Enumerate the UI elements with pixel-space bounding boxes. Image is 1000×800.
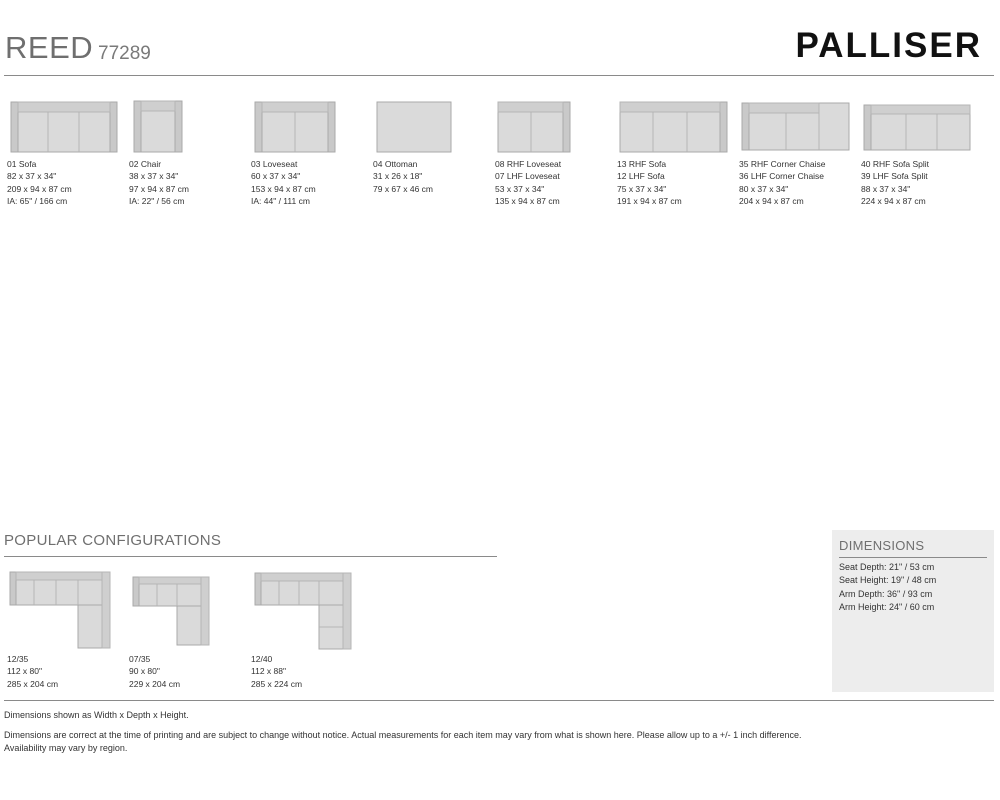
config-dims-in: 112 x 88" [251,666,286,677]
piece-dims-in: 80 x 37 x 34" [739,183,789,194]
piece-name: 08 RHF Loveseat [495,159,562,169]
chair-image [129,100,249,156]
piece-rhf-sofa [617,100,737,207]
piece-name: 02 Chair [129,159,162,169]
footer-divider [4,700,994,701]
disclaimer: Dimensions are correct at the time of printing and are subject to change without notice. Actual measurements for each item may vary from what is shown here. Please allow up to a +/- 1 inch difference. [4,730,802,740]
piece-dims-in: 82 x 37 x 34" [7,171,57,182]
seat-height: Seat Height: 19" / 48 cm [839,575,937,586]
piece-inside-arm: IA: 22" / 56 cm [129,195,185,206]
piece-dims-in: 38 x 37 x 34" [129,171,179,182]
piece-name: 04 Ottoman [373,159,418,169]
sofa-image [7,100,127,156]
configurations-heading: POPULAR CONFIGURATIONS [4,532,222,549]
piece-inside-arm: IA: 65" / 166 cm [7,195,68,206]
piece-dims-in: 31 x 26 x 18" [373,171,423,182]
piece-name-alt: 36 LHF Corner Chaise [739,171,825,182]
config-dims-cm: 229 x 204 cm [129,678,181,689]
piece-rhf-loveseat [495,100,615,207]
rhf-sofa-image [617,100,737,156]
piece-name: 01 Sofa [7,159,37,169]
arm-height: Arm Height: 24" / 60 cm [839,601,935,612]
config-code: 12/40 [251,654,273,664]
config-12-35-image [8,570,112,650]
ottoman-image [373,100,493,156]
config-dims-in: 112 x 80" [7,666,42,677]
config-12-35 [7,653,127,690]
piece-name-alt: 12 LHF Sofa [617,171,665,182]
rhf-loveseat-image [495,100,615,156]
config-code: 07/35 [129,654,151,664]
brand-logo: PALLISER [795,26,982,65]
piece-chair [129,100,249,207]
config-dims-in: 90 x 80" [129,666,160,677]
piece-name: 35 RHF Corner Chaise [739,159,826,169]
loveseat-image [251,100,371,156]
dimensions-heading: DIMENSIONS [839,538,925,553]
piece-dims-in: 75 x 37 x 34" [617,183,667,194]
piece-dims-cm: 97 x 94 x 87 cm [129,183,190,194]
piece-rhf-corner-chaise [739,100,859,207]
model-number: 77289 [98,43,151,64]
config-12-40-image [253,571,353,651]
piece-dims-cm: 224 x 94 x 87 cm [861,195,926,206]
piece-dims-cm: 135 x 94 x 87 cm [495,195,560,206]
piece-dims-cm: 79 x 67 x 46 cm [373,183,434,194]
piece-dims-cm: 209 x 94 x 87 cm [7,183,72,194]
piece-sofa [7,100,127,207]
config-code: 12/35 [7,654,29,664]
piece-ottoman [373,100,493,195]
piece-dims-cm: 191 x 94 x 87 cm [617,195,682,206]
piece-name: 13 RHF Sofa [617,159,667,169]
product-title: REED [5,30,94,65]
piece-name: 03 Loveseat [251,159,298,169]
piece-dims-cm: 153 x 94 x 87 cm [251,183,316,194]
config-07-35 [129,653,249,690]
dimensions-note: Dimensions shown as Width x Depth x Height. [4,710,189,720]
configurations-divider [4,556,497,557]
piece-dims-in: 88 x 37 x 34" [861,183,911,194]
rhf-corner-chaise-image [739,100,859,156]
piece-dims-cm: 204 x 94 x 87 cm [739,195,804,206]
dimensions-list [839,561,936,614]
piece-name: 40 RHF Sofa Split [861,159,930,169]
piece-dims-in: 53 x 37 x 34" [495,183,545,194]
piece-loveseat [251,100,371,207]
piece-inside-arm: IA: 44" / 111 cm [251,195,310,206]
seat-depth: Seat Depth: 21" / 53 cm [839,562,935,572]
rhf-sofa-split-image [861,100,981,156]
piece-rhf-sofa-split [861,100,981,207]
dimensions-divider [839,557,987,558]
header-divider [4,75,994,76]
config-12-40 [251,653,371,690]
piece-name-alt: 39 LHF Sofa Split [861,171,928,182]
config-dims-cm: 285 x 204 cm [7,678,59,689]
config-07-35-image [131,575,211,647]
availability-note: Availability may vary by region. [4,743,128,753]
piece-dims-in: 60 x 37 x 34" [251,171,301,182]
piece-name-alt: 07 LHF Loveseat [495,171,560,182]
config-dims-cm: 285 x 224 cm [251,678,303,689]
arm-depth: Arm Depth: 36" / 93 cm [839,588,933,599]
